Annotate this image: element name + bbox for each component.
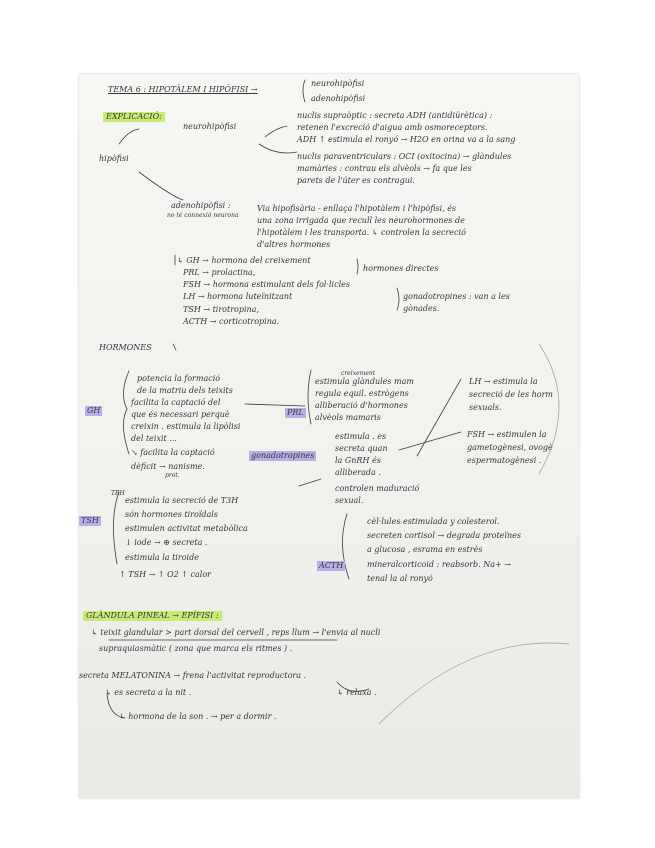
gh-note: prot. xyxy=(165,472,180,479)
gonadotropines-line: alliberada . xyxy=(335,468,381,477)
hormone-item: PRL → prolactina, xyxy=(183,268,256,277)
acth-line: cèl·lules estimulada y colesterol. xyxy=(367,517,500,526)
tag-gh: GH xyxy=(87,406,101,415)
gh-line: facilita la captació del xyxy=(131,398,221,407)
hormone-item: FSH → hormona estimulant dels fol·licles xyxy=(183,280,350,289)
adeno-line: l'hipotàlem i les transporta. ↳ controlen la secreció xyxy=(257,228,466,237)
tsh-line: ↓ iode → ⊕ secreta . xyxy=(125,538,208,547)
section-label-hormones: HORMONES xyxy=(99,343,152,352)
gonadotropines-line: estimula . es xyxy=(335,432,387,441)
neurohipofisi-label: neurohipòfisi xyxy=(183,122,237,131)
acth-line: tenal la al ronyó xyxy=(367,574,433,583)
prl-line: alliberació d'hormones xyxy=(315,401,408,410)
gonadotropines-line: la GnRH és xyxy=(335,456,381,465)
prl-line: estimula glàndules mam xyxy=(315,377,414,386)
adenohipofisi-label: adenohipòfisi : xyxy=(171,201,231,210)
gh-line: que és necessari perquè xyxy=(131,410,230,419)
hormone-item: ACTH → corticotropina. xyxy=(183,317,280,326)
melatonina-relaxa: ↳ relaxa . xyxy=(337,688,377,697)
fsh-line: gametogènesi, ovogè xyxy=(467,443,553,452)
hipofisi-label: hipòfisi xyxy=(99,154,129,163)
neuro-line: retenen l'excreció d'aigua amb osmoreceptors. xyxy=(297,123,488,132)
tag-acth: ACTH xyxy=(319,561,344,570)
adeno-line: d'altres hormones xyxy=(257,240,331,249)
branch-neurohipofisi: neurohipòfisi xyxy=(311,79,365,88)
lh-line: sexuals. xyxy=(469,403,502,412)
neuro-line: ADH ↑ estimula el ronyó → H2O en orina va a la sang xyxy=(297,135,516,144)
tsh-line: són hormones tiroïdals xyxy=(125,510,218,519)
gh-line: ↘ facilita la captació xyxy=(131,448,215,457)
gh-line: del teixit ... xyxy=(131,434,177,443)
acth-line: mineralcorticoid : reabsorb. Na+ → xyxy=(367,560,511,569)
prl-note: creixement xyxy=(341,370,376,377)
section-label-pineal: GLÀNDULA PINEAL → EPÍFISI : xyxy=(83,611,222,621)
lh-line: secreció de les horm xyxy=(469,390,553,399)
tag-prl: PRL xyxy=(287,408,304,417)
fsh-line: FSH → estimulen la xyxy=(467,430,547,439)
section-label-explicacio: EXPLICACIÓ: xyxy=(103,112,165,122)
hormones-directes-label: hormones directes xyxy=(363,264,439,273)
gh-line: potencia la formació xyxy=(137,374,221,383)
tag-tsh: TSH xyxy=(81,516,99,525)
page-title: TEMA 6 : HIPOTÀLEM I HIPÒFISI → xyxy=(108,85,258,94)
paraventricular-line: parets de l'úter es contragui. xyxy=(297,176,415,185)
gonadotropines-note: gònades. xyxy=(403,304,440,313)
pineal-line: supraquiasmàtic ( zona que marca els ritmes ) . xyxy=(99,644,293,653)
gonadotropines-line: sexual. xyxy=(335,496,364,505)
tsh-line: estimula la secreció de T3H xyxy=(125,496,239,505)
melatonina-line: secreta MELATONINA → frena l'activitat reproductora . xyxy=(79,671,307,680)
prl-line: regula equil. estrògens xyxy=(315,389,409,398)
adeno-line: una zona irrigada que recull les neurohormones de xyxy=(257,216,465,225)
notebook-page xyxy=(79,74,579,798)
tsh-line: estimula la tiroide xyxy=(125,553,199,562)
branch-adenohipofisi: adenohipòfisi xyxy=(311,94,366,103)
tsh-note: TRH xyxy=(111,490,125,497)
paraventricular-line: mamàries : contrau els alvèols → fa que les xyxy=(297,164,472,173)
acth-line: secreten cortisol → degrada proteïnes xyxy=(367,531,521,540)
hormone-item: LH → hormona luteïnitzant xyxy=(183,292,293,301)
hormone-item: TSH → tirotropina, xyxy=(183,305,259,314)
neuro-line: nuclis supraòptic : secreta ADH (antidiürètica) : xyxy=(297,111,493,120)
prl-line: alvèols mamaris xyxy=(315,413,381,422)
gonadotropines-note: gonadotropines : van a les xyxy=(403,292,510,301)
lh-line: LH → estimula la xyxy=(469,377,538,386)
tsh-line: ↑ TSH → ↑ O2 ↑ calor xyxy=(119,570,211,579)
gh-line: creixin . estimula la lipòlisi xyxy=(131,422,241,431)
gh-line: de la matriu dels teixits xyxy=(137,386,233,395)
fsh-line: espermatogènesi . xyxy=(467,456,542,465)
adenohipofisi-note: no té connexió neurona xyxy=(167,212,239,219)
melatonina-night: ↳ es secreta a la nit . xyxy=(105,688,192,697)
gonadotropines-line: controlen maduració xyxy=(335,484,420,493)
acth-line: a glucosa , esrama en estrès xyxy=(367,545,483,554)
melatonina-son: ↳ hormona de la son . → per a dormir . xyxy=(119,712,277,721)
tag-gonadotropines: gonadotropines xyxy=(251,451,315,460)
gonadotropines-line: secreta quan xyxy=(335,444,388,453)
paraventricular-line: nuclis paraventriculars : OCI (oxitocina) → glàndules xyxy=(297,152,512,161)
hormone-item: ↳ GH → hormona del creixement xyxy=(177,256,311,265)
gh-line: dèficit → nanisme. xyxy=(131,462,205,471)
tsh-line: estimulen activitat metabòlica xyxy=(125,524,248,533)
pineal-line: ↳ teixit glandular > part dorsal del cervell , reps llum → l'envia al nucli xyxy=(91,628,381,637)
adeno-line: Via hipofisària - enllaça l'hipotàlem i l'hipòfisi, és xyxy=(257,204,457,213)
